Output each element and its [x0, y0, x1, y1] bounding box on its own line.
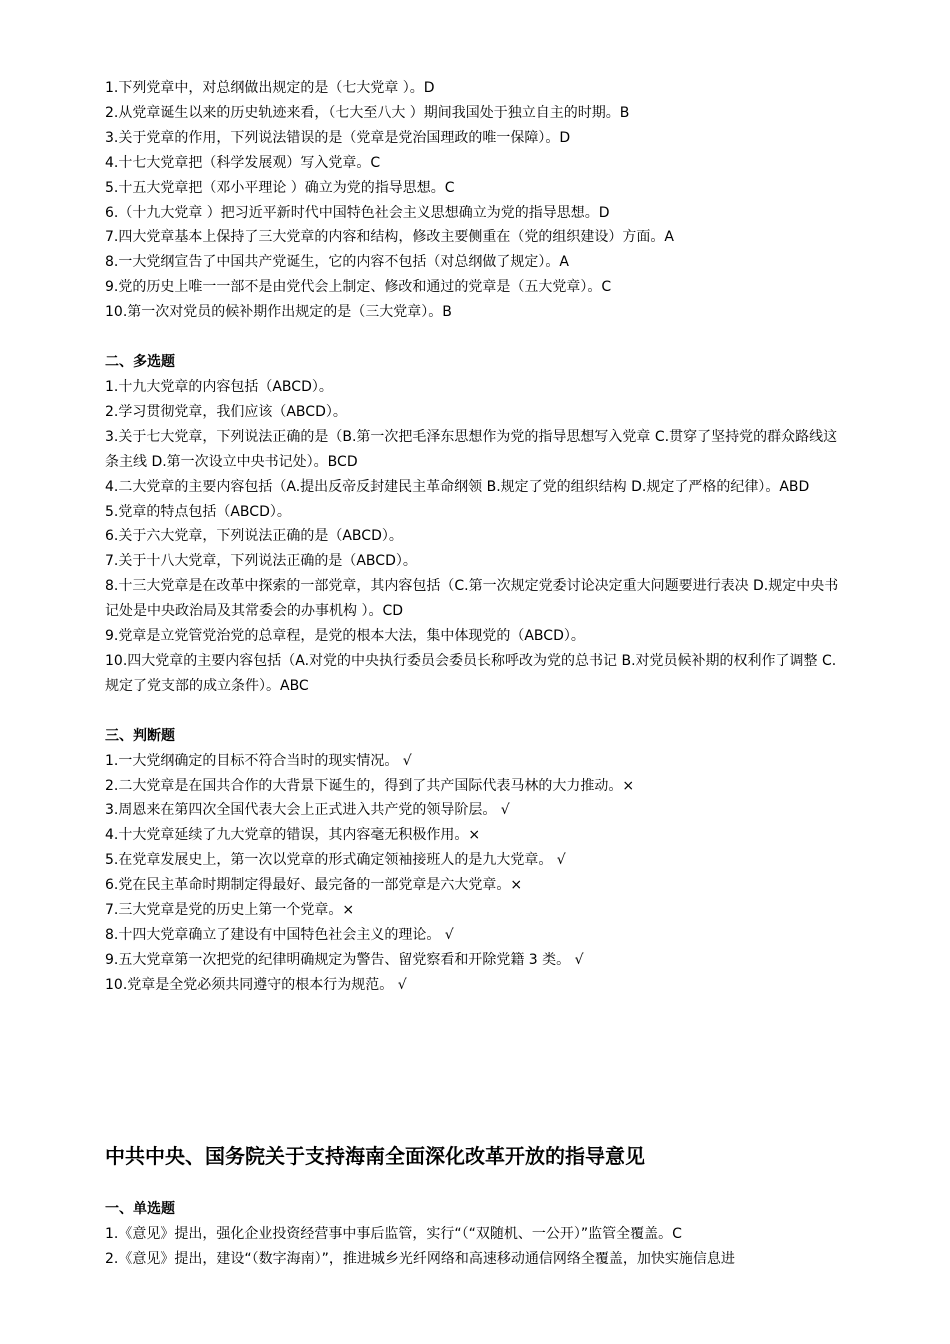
- question-item: 2.《意见》提出，建设“（数字海南）”，推进城乡光纤网络和高速移动通信网络全覆盖，加快实施信息进: [105, 1250, 735, 1267]
- question-item: 1.下列党章中，对总纲做出规定的是（七大党章 ）。D: [105, 80, 435, 96]
- question-item: 10.党章是全党必须共同遵守的根本行为规范。 √: [105, 976, 407, 993]
- question-item: 1.一大党纲确定的目标不符合当时的现实情况。 √: [105, 752, 412, 769]
- question-item: 3.关于党章的作用，下列说法错误的是（党章是党治国理政的唯一保障）。D: [105, 129, 571, 146]
- question-item: 2.二大党章是在国共合作的大背景下诞生的，得到了共产国际代表马林的大力推动。×: [105, 777, 635, 794]
- question-item: 3.关于七大党章，下列说法正确的是（B.第一次把毛泽东思想作为党的指导思想写入党章 C.贯穿了坚持党的群众路线这条主线 D.第一次设立中央书记处）。BCD: [105, 428, 838, 470]
- question-item: 7.四大党章基本上保持了三大党章的内容和结构，修改主要侧重在（党的组织建设）方面。A: [105, 229, 674, 246]
- second-document-body: [105, 1197, 850, 1272]
- section-heading: 一、单选题: [105, 1201, 175, 1217]
- question-item: 4.十大党章延续了九大党章的错误，其内容毫无积极作用。×: [105, 827, 481, 844]
- document-title: 中共中央、国务院关于支持海南全面深化改革开放的指导意见: [105, 1144, 645, 1168]
- question-item: 2.学习贯彻党章，我们应该（ABCD）。: [105, 403, 347, 420]
- section-heading: 二、多选题: [105, 354, 175, 371]
- section-heading: 三、判断题: [105, 727, 175, 744]
- section-gap: [105, 699, 850, 724]
- question-item: 4.二大党章的主要内容包括（A.提出反帝反封建民主革命纲领 B.规定了党的组织结构 D.规定了严格的纪律）。ABD: [105, 478, 810, 495]
- question-item: 2.从党章诞生以来的历史轨迹来看，（七大至八大 ）期间我国处于独立自主的时期。B: [105, 104, 630, 121]
- question-item: 6.关于六大党章，下列说法正确的是（ABCD）。: [105, 528, 403, 545]
- document-body: [105, 76, 850, 998]
- question-item: 6.党在民主革命时期制定得最好、最完备的一部党章是六大党章。×: [105, 877, 523, 894]
- multi-choice-section: [105, 350, 850, 699]
- question-item: 10.四大党章的主要内容包括（A.对党的中央执行委员会委员长称呼改为党的总书记 B.对党员候补期的权利作了调整 C.规定了党支部的成立条件）。ABC: [105, 652, 837, 694]
- question-item: 9.五大党章第一次把党的纪律明确规定为警告、留党察看和开除党籍 3 类。 √: [105, 951, 584, 968]
- single-choice-list: [105, 76, 850, 325]
- question-item: 5.十五大党章把（邓小平理论 ）确立为党的指导思想。C: [105, 179, 455, 196]
- question-item: 10.第一次对党员的候补期作出规定的是（三大党章）。B: [105, 304, 452, 321]
- question-item: 5.在党章发展史上，第一次以党章的形式确定领袖接班人的是九大党章。 √: [105, 852, 566, 869]
- question-item: 9.党的历史上唯一一部不是由党代会上制定、修改和通过的党章是（五大党章）。C: [105, 279, 612, 296]
- question-item: 4.十七大党章把（科学发展观）写入党章。C: [105, 154, 381, 171]
- question-item: 9.党章是立党管党治党的总章程，是党的根本大法，集中体现党的（ABCD）。: [105, 628, 585, 645]
- question-item: 7.三大党章是党的历史上第一个党章。×: [105, 902, 355, 919]
- true-false-section: [105, 724, 850, 998]
- question-item: 8.十三大党章是在改革中探索的一部党章，其内容包括（C.第一次规定党委讨论决定重大问题要进行表决 D.规定中央书记处是中央政治局及其常委会的办事机构 ）。CD: [105, 578, 839, 620]
- question-item: 7.关于十八大党章，下列说法正确的是（ABCD）。: [105, 553, 417, 570]
- section-gap: [105, 325, 850, 350]
- question-item: 3.周恩来在第四次全国代表大会上正式进入共产党的领导阶层。 √: [105, 802, 510, 819]
- question-item: 8.十四大党章确立了建设有中国特色社会主义的理论。 √: [105, 927, 454, 943]
- question-item: 5.党章的特点包括（ABCD）。: [105, 503, 291, 520]
- question-item: 1.十九大党章的内容包括（ABCD）。: [105, 378, 333, 395]
- question-item: 8.一大党纲宣告了中国共产党诞生，它的内容不包括（对总纲做了规定）。A: [105, 254, 569, 271]
- question-item: 6.（十九大党章 ）把习近平新时代中国特色社会主义思想确立为党的指导思想。D: [105, 204, 610, 221]
- question-item: 1.《意见》提出，强化企业投资经营事中事后监管，实行“（“双随机、一公开）”监管全覆盖。C: [105, 1225, 682, 1242]
